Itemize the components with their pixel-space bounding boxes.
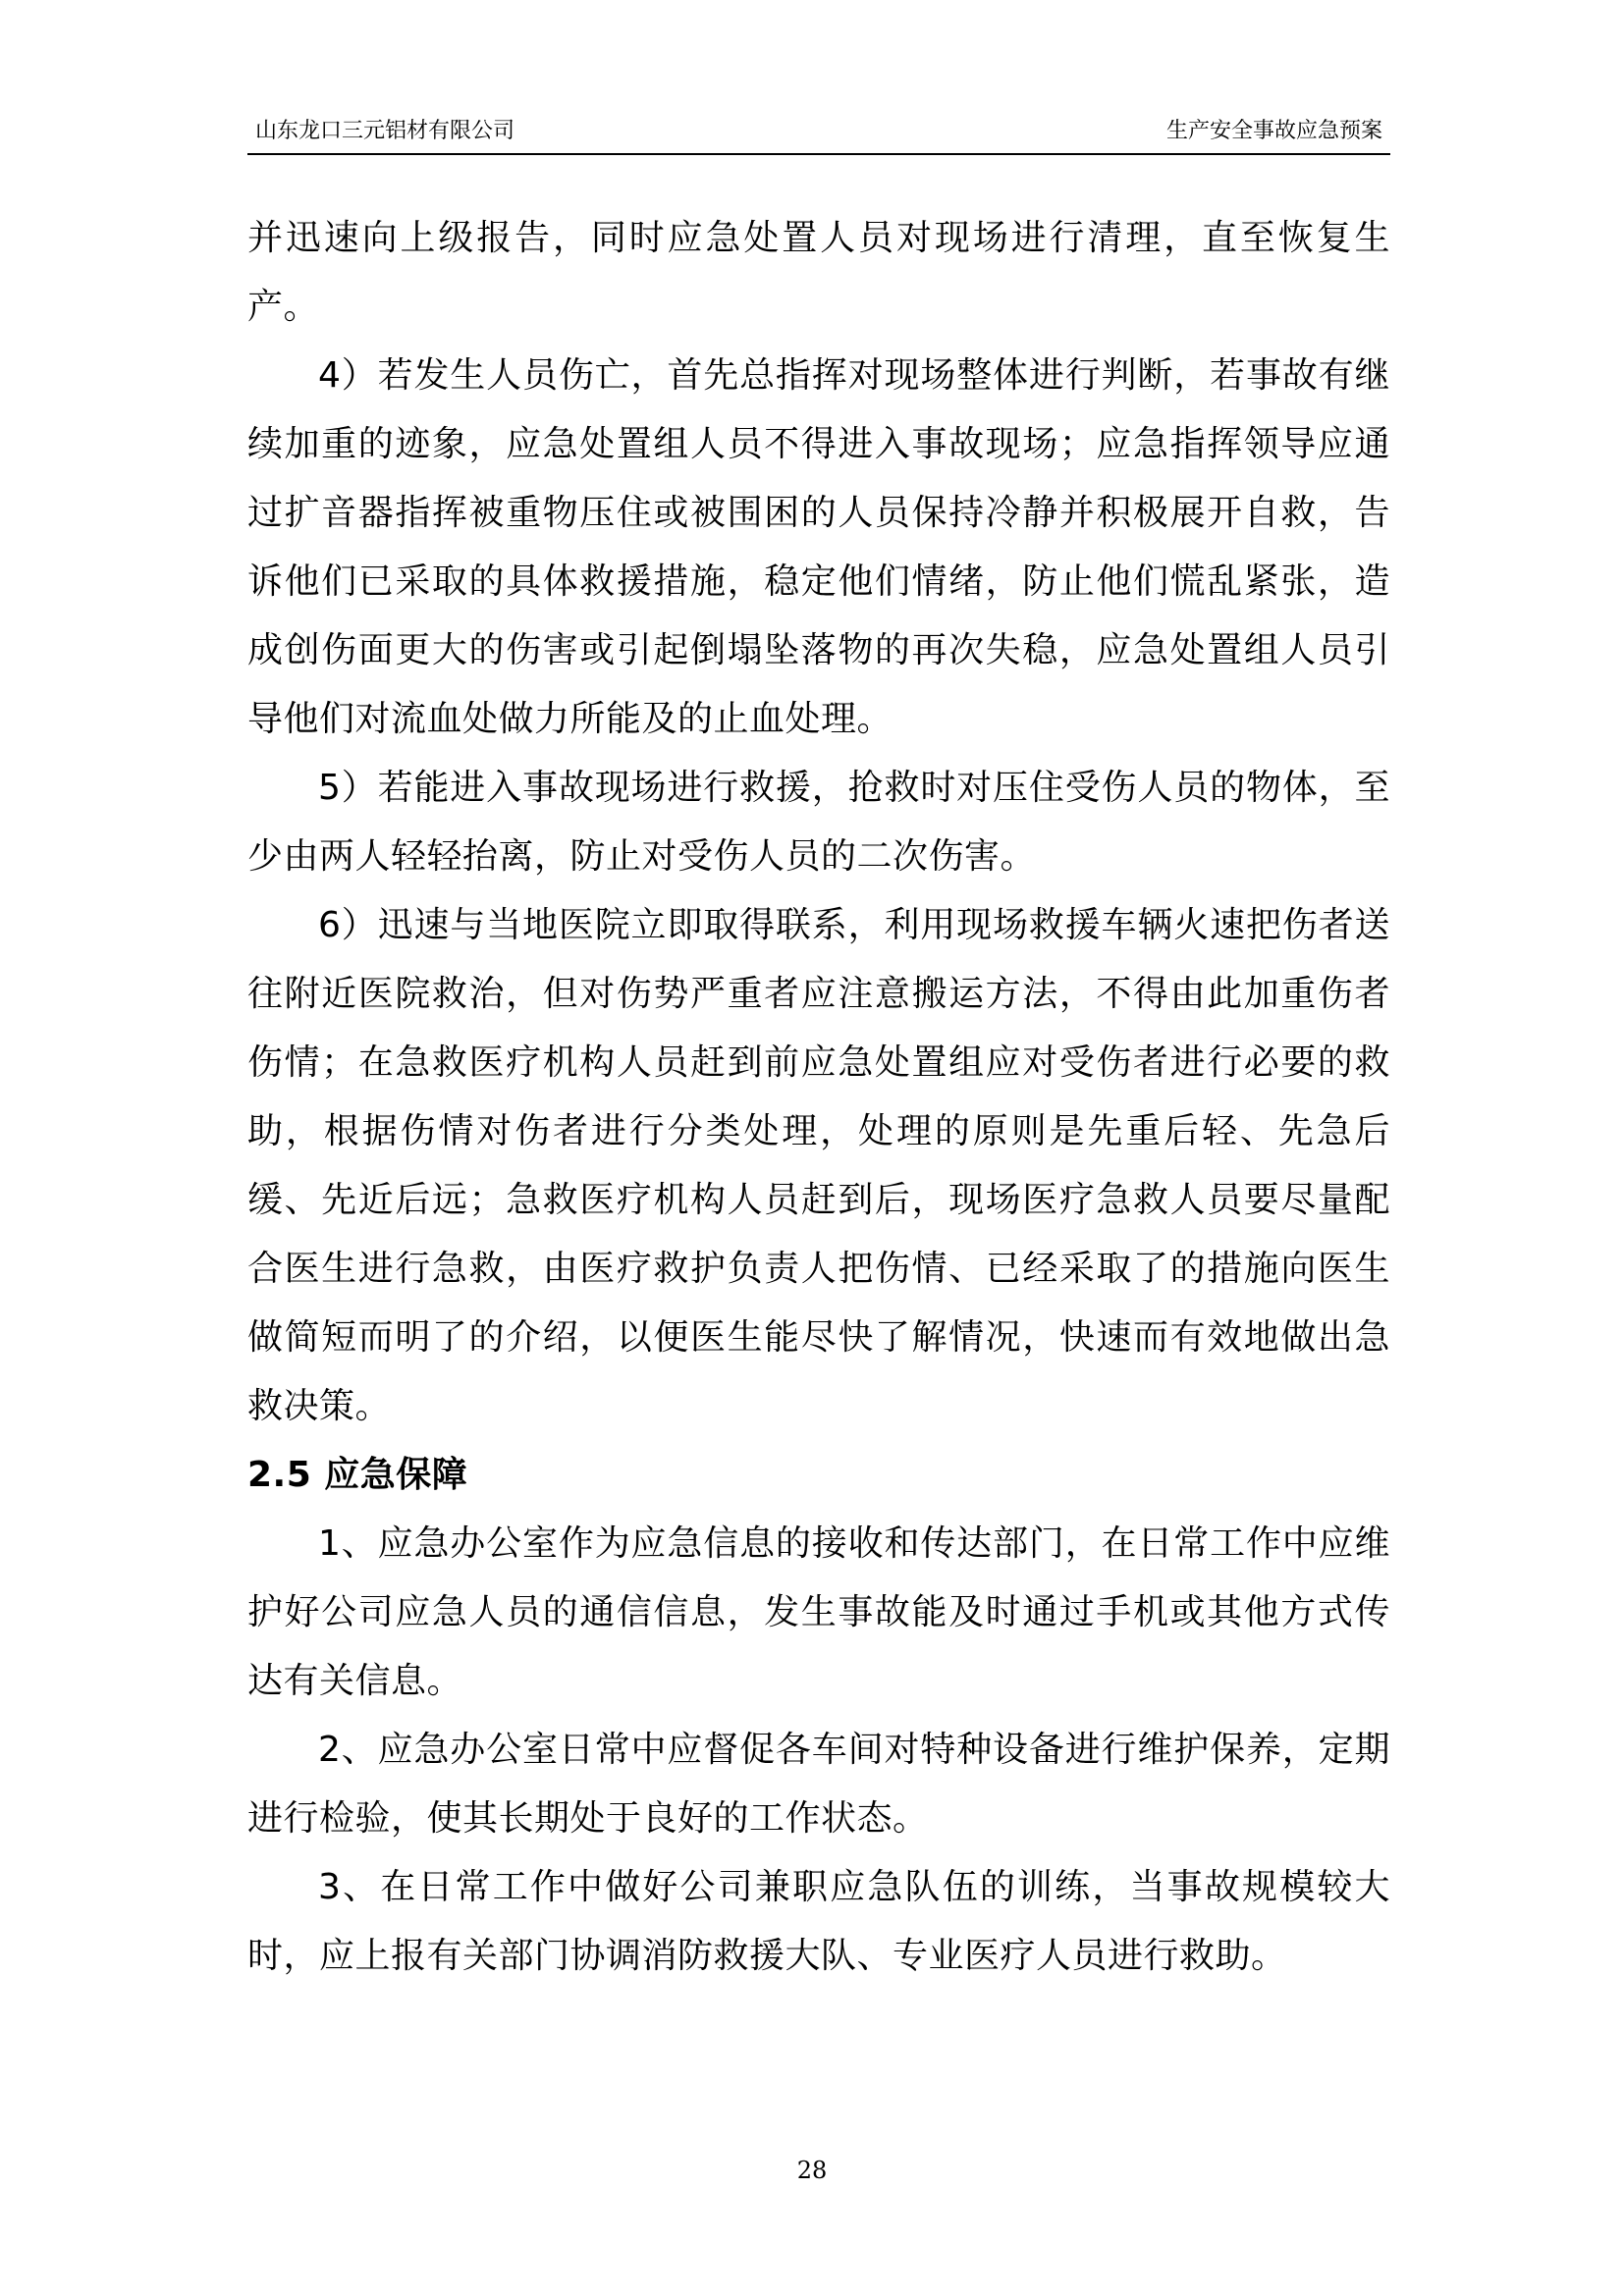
header-company-name: 山东龙口三元铝材有限公司 [255,119,515,143]
document-body [247,204,1390,1991]
paragraph-support-item-1: 1、应急办公室作为应急信息的接收和传达部门，在日常工作中应维护好公司应急人员的通信信息，发生事故能及时通过手机或其他方式传达有关信息。 [247,1523,1390,1701]
section-heading-emergency-support: 2.5 应急保障 [247,1455,468,1495]
paragraph-support-item-3: 3、在日常工作中做好公司兼职应急队伍的训练，当事故规模较大时，应上报有关部门协调消防救援大队、专业医疗人员进行救助。 [247,1867,1390,1976]
page-header [247,110,1390,155]
paragraph-step-6: 6）迅速与当地医院立即取得联系，利用现场救援车辆火速把伤者送往附近医院救治，但对伤势严重者应注意搬运方法，不得由此加重伤者伤情；在急救医疗机构人员赶到前应急处置组应对受伤者进行必要的救助，根据伤情对伤者进行分类处理，处理的原则是先重后轻、先急后缓、先近后远；急救医疗机构人员赶到后，现场医疗急救人员要尽量配合医生进行急救，由医疗救护负责人把伤情、已经采取了的措施向医生做简短而明了的介绍，以便医生能尽快了解情况，快速而有效地做出急救决策。 [247,905,1390,1426]
page-footer [0,2156,1624,2185]
header-document-title: 生产安全事故应急预案 [1165,119,1382,143]
paragraph-step-4: 4）若发生人员伤亡，首先总指挥对现场整体进行判断，若事故有继续加重的迹象，应急处置组人员不得进入事故现场；应急指挥领导应通过扩音器指挥被重物压住或被围困的人员保持冷静并积极展开自救，告诉他们已采取的具体救援措施，稳定他们情绪，防止他们慌乱紧张，造成创伤面更大的伤害或引起倒塌坠落物的再次失稳，应急处置组人员引导他们对流血处做力所能及的止血处理。 [247,355,1390,739]
paragraph-step-5: 5）若能进入事故现场进行救援，抢救时对压住受伤人员的物体，至少由两人轻轻抬离，防止对受伤人员的二次伤害。 [247,768,1390,877]
page-number: 28 [796,2157,828,2184]
paragraph-support-item-2: 2、应急办公室日常中应督促各车间对特种设备进行维护保养，定期进行检验，使其长期处于良好的工作状态。 [247,1730,1390,1839]
paragraph-continued: 并迅速向上级报告，同时应急处置人员对现场进行清理，直至恢复生产。 [247,218,1390,327]
